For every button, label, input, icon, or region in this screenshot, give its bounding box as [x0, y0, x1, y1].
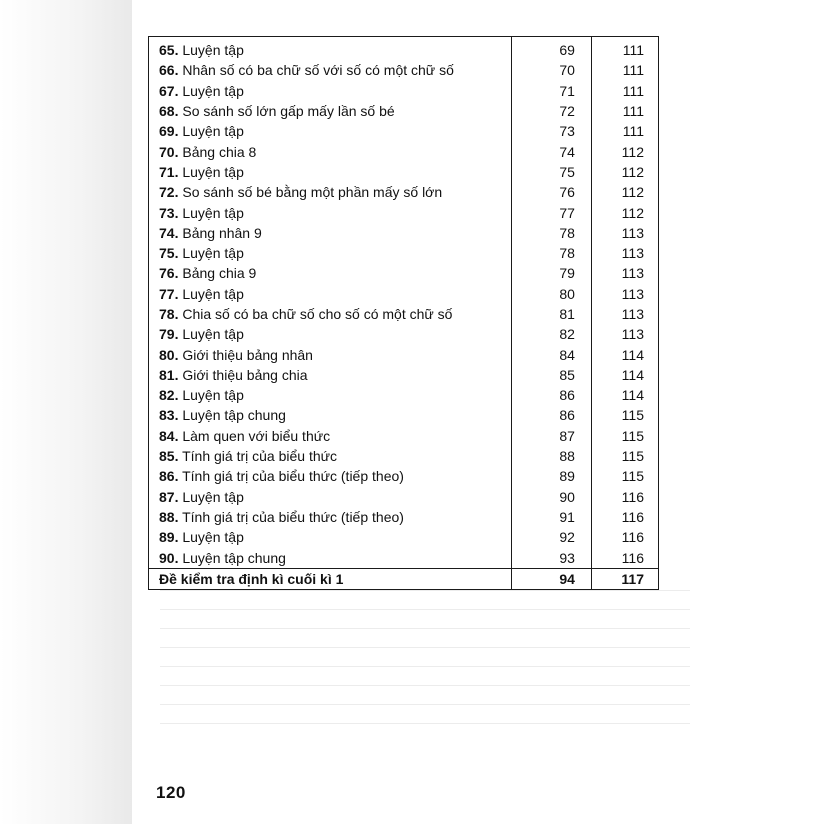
lesson-title: Luyện tập	[182, 387, 244, 404]
toc-lesson	[149, 507, 512, 527]
toc-lesson	[149, 446, 512, 466]
toc-lesson	[149, 243, 512, 263]
textbook-page: 71	[511, 81, 591, 101]
toc-lesson	[149, 162, 512, 182]
final-test-answer-page: 117	[591, 568, 658, 589]
textbook-page: 78	[511, 223, 591, 243]
toc-lesson	[149, 344, 512, 364]
lesson-number: 82.	[159, 387, 179, 404]
answer-page: 115	[591, 446, 658, 466]
toc-lesson	[149, 182, 512, 202]
toc-lesson	[149, 202, 512, 222]
answer-page: 116	[591, 527, 658, 547]
toc-lesson	[149, 304, 512, 324]
textbook-page: 78	[511, 243, 591, 263]
table-of-contents	[148, 36, 659, 590]
lesson-number: 74.	[159, 224, 179, 241]
toc-lesson	[149, 426, 512, 446]
lesson-number: 73.	[159, 204, 179, 221]
lesson-title: So sánh số lớn gấp mấy lần số bé	[182, 103, 395, 120]
lesson-title: Luyện tập	[182, 163, 244, 180]
answer-page: 116	[591, 547, 658, 568]
lesson-title: Luyện tập	[182, 488, 244, 505]
toc-row	[149, 121, 659, 141]
toc-lesson	[149, 547, 512, 568]
answer-page: 115	[591, 426, 658, 446]
lesson-number: 65.	[159, 42, 179, 59]
lesson-title: Luyện tập	[182, 82, 244, 99]
bleed-through-lines	[160, 590, 690, 790]
lesson-number: 84.	[159, 427, 179, 444]
toc-lesson	[149, 141, 512, 161]
answer-page: 111	[591, 37, 658, 61]
answer-page: 111	[591, 121, 658, 141]
toc-lesson	[149, 527, 512, 547]
answer-page: 112	[591, 141, 658, 161]
toc-row	[149, 507, 659, 527]
textbook-page: 85	[511, 365, 591, 385]
toc-row	[149, 284, 659, 304]
answer-page: 113	[591, 304, 658, 324]
answer-page: 111	[591, 60, 658, 80]
toc-row	[149, 426, 659, 446]
answer-page: 116	[591, 507, 658, 527]
toc-lesson	[149, 37, 512, 61]
lesson-title: Bảng chia 9	[182, 265, 257, 282]
toc-lesson	[149, 365, 512, 385]
textbook-page: 74	[511, 141, 591, 161]
textbook-page: 75	[511, 162, 591, 182]
page-gutter-shadow	[0, 0, 132, 824]
answer-page: 114	[591, 385, 658, 405]
lesson-number: 66.	[159, 62, 179, 79]
toc-lesson	[149, 284, 512, 304]
answer-page: 115	[591, 466, 658, 486]
lesson-number: 85.	[159, 448, 179, 465]
toc-row	[149, 487, 659, 507]
toc-row	[149, 162, 659, 182]
lesson-title: Luyện tập	[182, 204, 244, 221]
lesson-title: Bảng chia 8	[182, 143, 257, 160]
lesson-number: 79.	[159, 326, 179, 343]
toc-lesson	[149, 60, 512, 80]
lesson-number: 77.	[159, 285, 179, 302]
page-right-margin	[696, 0, 824, 824]
answer-page: 112	[591, 182, 658, 202]
final-test-title: Đề kiểm tra định kì cuối kì 1	[149, 568, 512, 589]
answer-page: 112	[591, 202, 658, 222]
lesson-number: 76.	[159, 265, 179, 282]
lesson-title: Làm quen với biểu thức	[182, 427, 331, 444]
textbook-page: 73	[511, 121, 591, 141]
textbook-page: 81	[511, 304, 591, 324]
toc-row	[149, 365, 659, 385]
toc-row	[149, 344, 659, 364]
lesson-title: So sánh số bé bằng một phần mấy số lớn	[182, 184, 443, 201]
toc-row	[149, 527, 659, 547]
textbook-page: 72	[511, 101, 591, 121]
lesson-title: Luyện tập	[182, 285, 244, 302]
toc-row	[149, 182, 659, 202]
lesson-number: 87.	[159, 488, 179, 505]
textbook-page: 91	[511, 507, 591, 527]
toc-row	[149, 101, 659, 121]
answer-page: 113	[591, 263, 658, 283]
lesson-number: 70.	[159, 143, 179, 160]
lesson-number: 90.	[159, 549, 179, 566]
lesson-title: Luyện tập	[182, 326, 244, 343]
toc-row	[149, 60, 659, 80]
lesson-title: Tính giá trị của biểu thức (tiếp theo)	[182, 468, 404, 485]
answer-page: 114	[591, 365, 658, 385]
answer-page: 113	[591, 223, 658, 243]
lesson-title: Luyện tập	[182, 42, 244, 59]
lesson-number: 80.	[159, 346, 179, 363]
toc-row	[149, 385, 659, 405]
toc-row	[149, 37, 659, 61]
lesson-title: Bảng nhân 9	[182, 224, 262, 241]
toc-lesson	[149, 487, 512, 507]
answer-page: 114	[591, 344, 658, 364]
lesson-title: Luyện tập	[182, 123, 244, 140]
lesson-number: 71.	[159, 163, 179, 180]
toc-final-row	[149, 568, 659, 589]
toc-row	[149, 405, 659, 425]
textbook-page: 93	[511, 547, 591, 568]
textbook-page: 77	[511, 202, 591, 222]
lesson-title: Tính giá trị của biểu thức (tiếp theo)	[182, 508, 404, 525]
lesson-title: Nhân số có ba chữ số với số có một chữ số	[182, 62, 454, 79]
toc-row	[149, 304, 659, 324]
textbook-page: 82	[511, 324, 591, 344]
lesson-title: Luyện tập	[182, 245, 244, 262]
answer-page: 112	[591, 162, 658, 182]
lesson-number: 89.	[159, 529, 179, 546]
lesson-title: Giới thiệu bảng nhân	[182, 346, 313, 363]
page-number: 120	[156, 783, 186, 802]
answer-page: 113	[591, 284, 658, 304]
toc-lesson	[149, 223, 512, 243]
toc-row	[149, 466, 659, 486]
answer-page: 113	[591, 324, 658, 344]
toc-row	[149, 263, 659, 283]
toc-lesson	[149, 324, 512, 344]
lesson-title: Chia số có ba chữ số cho số có một chữ số	[182, 306, 453, 322]
toc-row	[149, 243, 659, 263]
textbook-page: 79	[511, 263, 591, 283]
textbook-page: 92	[511, 527, 591, 547]
toc-lesson	[149, 405, 512, 425]
toc-row	[149, 141, 659, 161]
textbook-page: 87	[511, 426, 591, 446]
toc-row	[149, 202, 659, 222]
textbook-page: 86	[511, 385, 591, 405]
textbook-page: 76	[511, 182, 591, 202]
lesson-title: Luyện tập chung	[182, 549, 286, 566]
toc-lesson	[149, 101, 512, 121]
toc-lesson	[149, 121, 512, 141]
textbook-page: 89	[511, 466, 591, 486]
textbook-page: 70	[511, 60, 591, 80]
lesson-title: Luyện tập	[182, 529, 244, 546]
lesson-title: Tính giá trị của biểu thức	[182, 448, 338, 465]
toc-row	[149, 81, 659, 101]
textbook-page: 90	[511, 487, 591, 507]
lesson-title: Giới thiệu bảng chia	[182, 366, 308, 383]
lesson-number: 75.	[159, 245, 179, 262]
lesson-number: 86.	[159, 468, 179, 485]
toc-row	[149, 547, 659, 568]
answer-page: 116	[591, 487, 658, 507]
textbook-page: 84	[511, 344, 591, 364]
textbook-page: 86	[511, 405, 591, 425]
lesson-number: 78.	[159, 306, 179, 322]
toc-lesson	[149, 81, 512, 101]
final-test-page: 94	[511, 568, 591, 589]
answer-page: 115	[591, 405, 658, 425]
lesson-number: 81.	[159, 366, 179, 383]
answer-page: 111	[591, 81, 658, 101]
textbook-page: 69	[511, 37, 591, 61]
lesson-number: 83.	[159, 407, 179, 424]
answer-page: 111	[591, 101, 658, 121]
toc-lesson	[149, 466, 512, 486]
toc-row	[149, 223, 659, 243]
lesson-number: 88.	[159, 508, 179, 525]
lesson-number: 72.	[159, 184, 179, 201]
lesson-number: 67.	[159, 82, 179, 99]
lesson-number: 68.	[159, 103, 179, 120]
textbook-page: 88	[511, 446, 591, 466]
answer-page: 113	[591, 243, 658, 263]
lesson-title: Luyện tập chung	[182, 407, 286, 424]
lesson-number: 69.	[159, 123, 179, 140]
toc-lesson	[149, 385, 512, 405]
toc-row	[149, 324, 659, 344]
toc-row	[149, 446, 659, 466]
textbook-page: 80	[511, 284, 591, 304]
toc-lesson	[149, 263, 512, 283]
